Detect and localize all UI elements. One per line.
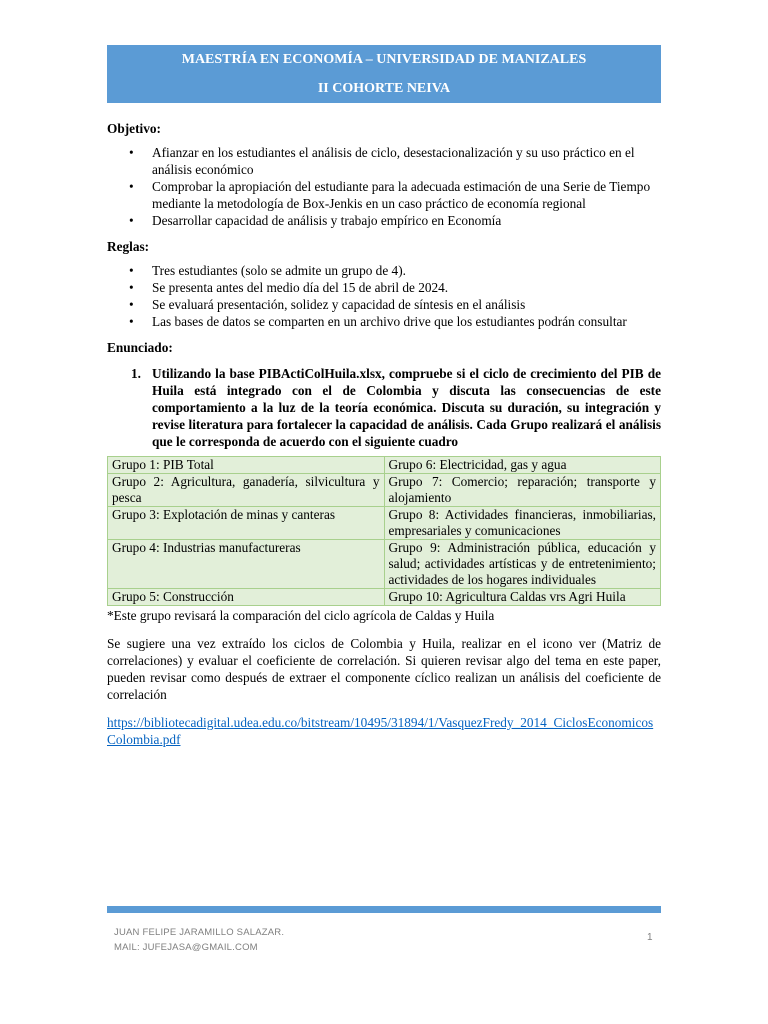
suggestion-paragraph: Se sugiere una vez extraído los ciclos de Colombia y Huila, realizar en el icono ver (Matriz de correlaciones) y evaluar el coeficiente de correlación. Si quieren revisar algo del tema en este paper, pueden revisar como después de extraer el componente cíclico realizan un análisis del coeficiente de correlación (107, 636, 661, 702)
list-item: • Las bases de datos se comparten en un archivo drive que los estudiantes podrán consultar (129, 314, 627, 329)
table-row (108, 589, 661, 606)
table-row (108, 474, 661, 507)
header-title: MAESTRÍA EN ECONOMÍA – UNIVERSIDAD DE MANIZALES (181, 52, 587, 67)
reglas-list (107, 262, 661, 330)
bullet-icon: • (129, 213, 134, 228)
list-item: • Tres estudiantes (solo se admite un grupo de 4). (129, 263, 406, 278)
table-row (108, 457, 661, 474)
table-note: *Este grupo revisará la comparación del ciclo agrícola de Caldas y Huila (107, 608, 495, 623)
document-header (107, 45, 661, 103)
list-item: • Se evaluará presentación, solidez y capacidad de síntesis en el análisis (129, 297, 526, 312)
bullet-icon: • (129, 179, 134, 194)
item-number: 1. (131, 366, 141, 381)
footer-divider (107, 906, 661, 913)
table-cell: Grupo 2: Agricultura, ganadería, silvicultura y pesca (108, 474, 385, 507)
table-cell: Grupo 7: Comercio; reparación; transporte y alojamiento (384, 474, 661, 507)
reglas-title: Reglas: (107, 239, 150, 254)
enunciado-title: Enunciado: (107, 340, 173, 355)
header-subtitle: II COHORTE NEIVA (317, 81, 451, 96)
groups-table (107, 456, 661, 606)
bullet-icon: • (129, 297, 134, 312)
list-item: • Comprobar la apropiación del estudiante para la adecuada estimación de una Serie de Tiempo mediante la metodología de Box-Jenkis en un caso práctico de economía regional (129, 179, 651, 211)
table-cell: Grupo 4: Industrias manufactureras (108, 540, 385, 589)
table-cell: Grupo 6: Electricidad, gas y agua (384, 457, 661, 474)
footer-author: JUAN FELIPE JARAMILLO SALAZAR. (114, 927, 285, 938)
table-row (108, 540, 661, 589)
enunciado-item (107, 365, 661, 450)
paper-link[interactable]: https://bibliotecadigital.udea.edu.co/bitstream/10495/31894/1/VasquezFredy_2014_CiclosEconomicosColombia.pdf (107, 715, 654, 747)
table-cell: Grupo 1: PIB Total (108, 457, 385, 474)
objetivo-title: Objetivo: (107, 121, 161, 136)
bullet-icon: • (129, 314, 134, 329)
objetivo-list (107, 144, 661, 229)
list-item: • Se presenta antes del medio día del 15 de abril de 2024. (129, 280, 449, 295)
page-number: 1 (647, 932, 653, 943)
table-cell: Grupo 9: Administración pública, educación y salud; actividades artísticas y de entretenimiento; actividades de los hogares individuales (384, 540, 661, 589)
footer-mail: MAIL: JUFEJASA@GMAIL.COM (114, 942, 258, 953)
bullet-icon: • (129, 145, 134, 160)
list-item: • Desarrollar capacidad de análisis y trabajo empírico en Economía (129, 213, 502, 228)
table-row (108, 507, 661, 540)
bullet-icon: • (129, 263, 134, 278)
list-item: • Afianzar en los estudiantes el análisis de ciclo, desestacionalización y su uso práctico en el análisis económico (129, 145, 635, 177)
table-cell: Grupo 3: Explotación de minas y canteras (108, 507, 385, 540)
enunciado-text: Utilizando la base PIBActiColHuila.xlsx, compruebe si el ciclo de crecimiento del PIB de Huila está integrado con el de Colombia y discuta las consecuencias de este comportamiento a la luz de la teoría económica. Discuta su duración, su integración y revise literatura para fortalecer la capacidad de análisis. Cada Grupo realizará el análisis que le corresponda de acuerdo con el siguiente cuadro (152, 366, 661, 449)
table-cell: Grupo 8: Actividades financieras, inmobiliarias, empresariales y comunicaciones (384, 507, 661, 540)
document-body (107, 120, 661, 748)
table-cell: Grupo 5: Construcción (108, 589, 385, 606)
bullet-icon: • (129, 280, 134, 295)
table-cell: Grupo 10: Agricultura Caldas vrs Agri Huila (384, 589, 661, 606)
footer-author-block (114, 925, 284, 955)
